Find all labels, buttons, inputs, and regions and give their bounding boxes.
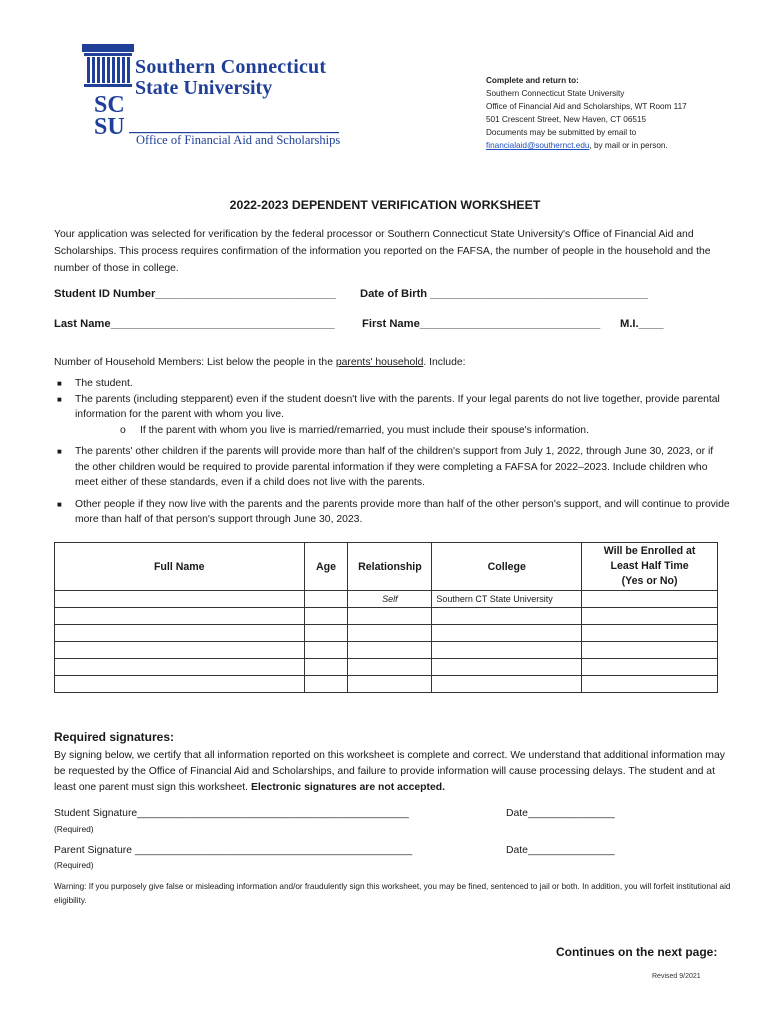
header-age: Age — [304, 543, 348, 591]
warning-text: Warning: If you purposely give false or misleading information and/or fraudulently sign this worksheet, you may be fined, sentenced to jail or both. In addition, you will forfeit institutional aid eligibility. — [54, 882, 731, 905]
cell-college: Southern CT State University — [432, 591, 582, 608]
table-row — [55, 676, 718, 693]
household-intro-prefix: Number of Household Members: List below the people in the — [54, 357, 336, 368]
logo-monogram — [94, 94, 125, 138]
cell-relationship[interactable] — [348, 659, 432, 676]
logo-office-name: Office of Financial Aid and Scholarships — [136, 133, 341, 147]
list-item — [54, 444, 730, 491]
header-enrolled-line2: Least Half Time — [610, 560, 689, 572]
student-id-field[interactable]: Student ID Number_____________________________ — [54, 288, 336, 300]
continues-note: Continues on the next page: — [556, 945, 718, 959]
cell-enrolled[interactable] — [582, 676, 718, 693]
header-enrolled-line1: Will be Enrolled at — [603, 545, 696, 557]
household-table — [54, 542, 718, 693]
logo-university-name-line2: State University — [135, 77, 273, 99]
bullet-text: The parents' other children if the parents will provide more than half of the children's support from July 1, 2022, through June 30, 2023, or if the other children would be required to provide parental information if they were completing a FAFSA for 2022–2023. Include children who meet either of these standards, even if a child does not live with the parents. — [75, 446, 714, 488]
table-row — [55, 591, 718, 608]
return-address — [486, 74, 687, 152]
cell-college[interactable] — [432, 676, 582, 693]
bullet-text: The parents (including stepparent) even if the student doesn't live with the parents. If your legal parents do not live together, provide parental information for the parent with whom you live. — [75, 393, 720, 420]
return-line-email — [486, 139, 687, 152]
cell-enrolled[interactable] — [582, 608, 718, 625]
parent-date-field[interactable]: Date_______________ — [506, 845, 615, 856]
return-line: Office of Financial Aid and Scholarships, WT Room 117 — [486, 102, 687, 111]
cell-college[interactable] — [432, 659, 582, 676]
household-intro — [54, 357, 466, 368]
email-link[interactable]: financialaid@southernct.edu — [486, 141, 590, 150]
logo-university-name-line1: Southern Connecticut — [135, 56, 327, 78]
parent-signature-field[interactable]: Parent Signature ________________________________________________ — [54, 845, 413, 856]
sub-bullet-text: If the parent with whom you live is married/remarried, you must include their spouse's information. — [140, 424, 589, 436]
cell-full-name[interactable] — [55, 625, 305, 642]
signatures-heading: Required signatures: — [54, 730, 175, 744]
cell-relationship[interactable] — [348, 625, 432, 642]
table-row — [55, 625, 718, 642]
return-line: Documents may be submitted by email to — [486, 128, 637, 137]
signatures-text-bold: Electronic signatures are not accepted. — [250, 782, 445, 793]
bullet-square-icon: ■ — [57, 447, 62, 456]
required-note: (Required) — [54, 860, 94, 870]
cell-age[interactable] — [304, 659, 348, 676]
cell-age[interactable] — [304, 642, 348, 659]
cell-college[interactable] — [432, 608, 582, 625]
cell-full-name[interactable] — [55, 608, 305, 625]
revised-date: Revised 9/2021 — [652, 973, 701, 980]
cell-full-name[interactable] — [55, 591, 305, 608]
table-row — [55, 642, 718, 659]
page-title: 2022-2023 DEPENDENT VERIFICATION WORKSHEET — [229, 198, 541, 212]
cell-enrolled[interactable] — [582, 591, 718, 608]
cell-relationship[interactable] — [348, 676, 432, 693]
cell-college[interactable] — [432, 642, 582, 659]
list-item — [54, 376, 730, 392]
bullet-square-icon: ■ — [57, 499, 62, 509]
date-of-birth-field[interactable]: Date of Birth ___________________________________ — [360, 288, 649, 300]
return-heading: Complete and return to: — [486, 76, 579, 85]
cell-relationship: Self — [348, 591, 432, 608]
header-college: College — [432, 543, 582, 591]
table-row — [55, 659, 718, 676]
table-row — [55, 608, 718, 625]
cell-age[interactable] — [304, 608, 348, 625]
cell-relationship[interactable] — [348, 608, 432, 625]
student-signature-field[interactable]: Student Signature_______________________________________________ — [54, 808, 409, 819]
bullet-circle-icon: o — [120, 424, 126, 436]
sub-list-item — [54, 423, 730, 439]
cell-enrolled[interactable] — [582, 625, 718, 642]
logo-monogram-line2: SU — [94, 114, 125, 140]
cell-age[interactable] — [304, 625, 348, 642]
middle-initial-field[interactable]: M.I.____ — [620, 318, 664, 330]
cell-enrolled[interactable] — [582, 642, 718, 659]
cell-relationship[interactable] — [348, 642, 432, 659]
logo-monogram-line1: SC — [94, 92, 125, 118]
student-date-field[interactable]: Date_______________ — [506, 808, 615, 819]
list-item — [54, 392, 730, 423]
bullet-square-icon: ■ — [57, 394, 62, 404]
household-bullet-list — [54, 376, 730, 528]
header-relationship: Relationship — [348, 543, 432, 591]
table-header-row — [55, 543, 718, 591]
cell-full-name[interactable] — [55, 659, 305, 676]
required-note: (Required) — [54, 824, 94, 834]
last-name-field[interactable]: Last Name____________________________________ — [54, 318, 335, 330]
household-intro-suffix: . Include: — [423, 357, 466, 368]
cell-college[interactable] — [432, 625, 582, 642]
return-email-suffix: , by mail or in person. — [589, 141, 668, 150]
cell-full-name[interactable] — [55, 642, 305, 659]
cell-enrolled[interactable] — [582, 659, 718, 676]
header-enrolled-line3: (Yes or No) — [621, 575, 678, 587]
signatures-text: By signing below, we certify that all information reported on this worksheet is complete and correct. We understand that additional information may be requested by the Office of Financial Aid and Scholarships, and failure to provide information will cause processing delays. The student and at least one parent must sign this worksheet. — [54, 750, 725, 793]
bullet-square-icon: ■ — [57, 379, 62, 388]
cell-age[interactable] — [304, 676, 348, 693]
bullet-text: The student. — [75, 378, 133, 389]
first-name-field[interactable]: First Name_____________________________ — [362, 318, 601, 330]
bullet-text: Other people if they now live with the parents and the parents provide more than half of the other person's support, and will continue to provide more than half of that person's support through June 30, 2023. — [75, 498, 730, 525]
list-item — [54, 497, 730, 528]
signatures-paragraph — [54, 748, 734, 796]
cell-age[interactable] — [304, 591, 348, 608]
header-full-name: Full Name — [55, 543, 305, 591]
household-intro-link: parents' household — [335, 357, 424, 368]
intro-paragraph: Your application was selected for verification by the federal processor or Southern Connecticut State University's Office of Financial Aid and Scholarships. This process requires confirmation of the information you reported on the FAFSA, the number of people in the household and the number of those in college. — [54, 229, 711, 274]
header-enrolled — [582, 543, 718, 591]
return-line: Southern Connecticut State University — [486, 89, 625, 98]
return-line: 501 Crescent Street, New Haven, CT 06515 — [486, 115, 647, 124]
cell-full-name[interactable] — [55, 676, 305, 693]
